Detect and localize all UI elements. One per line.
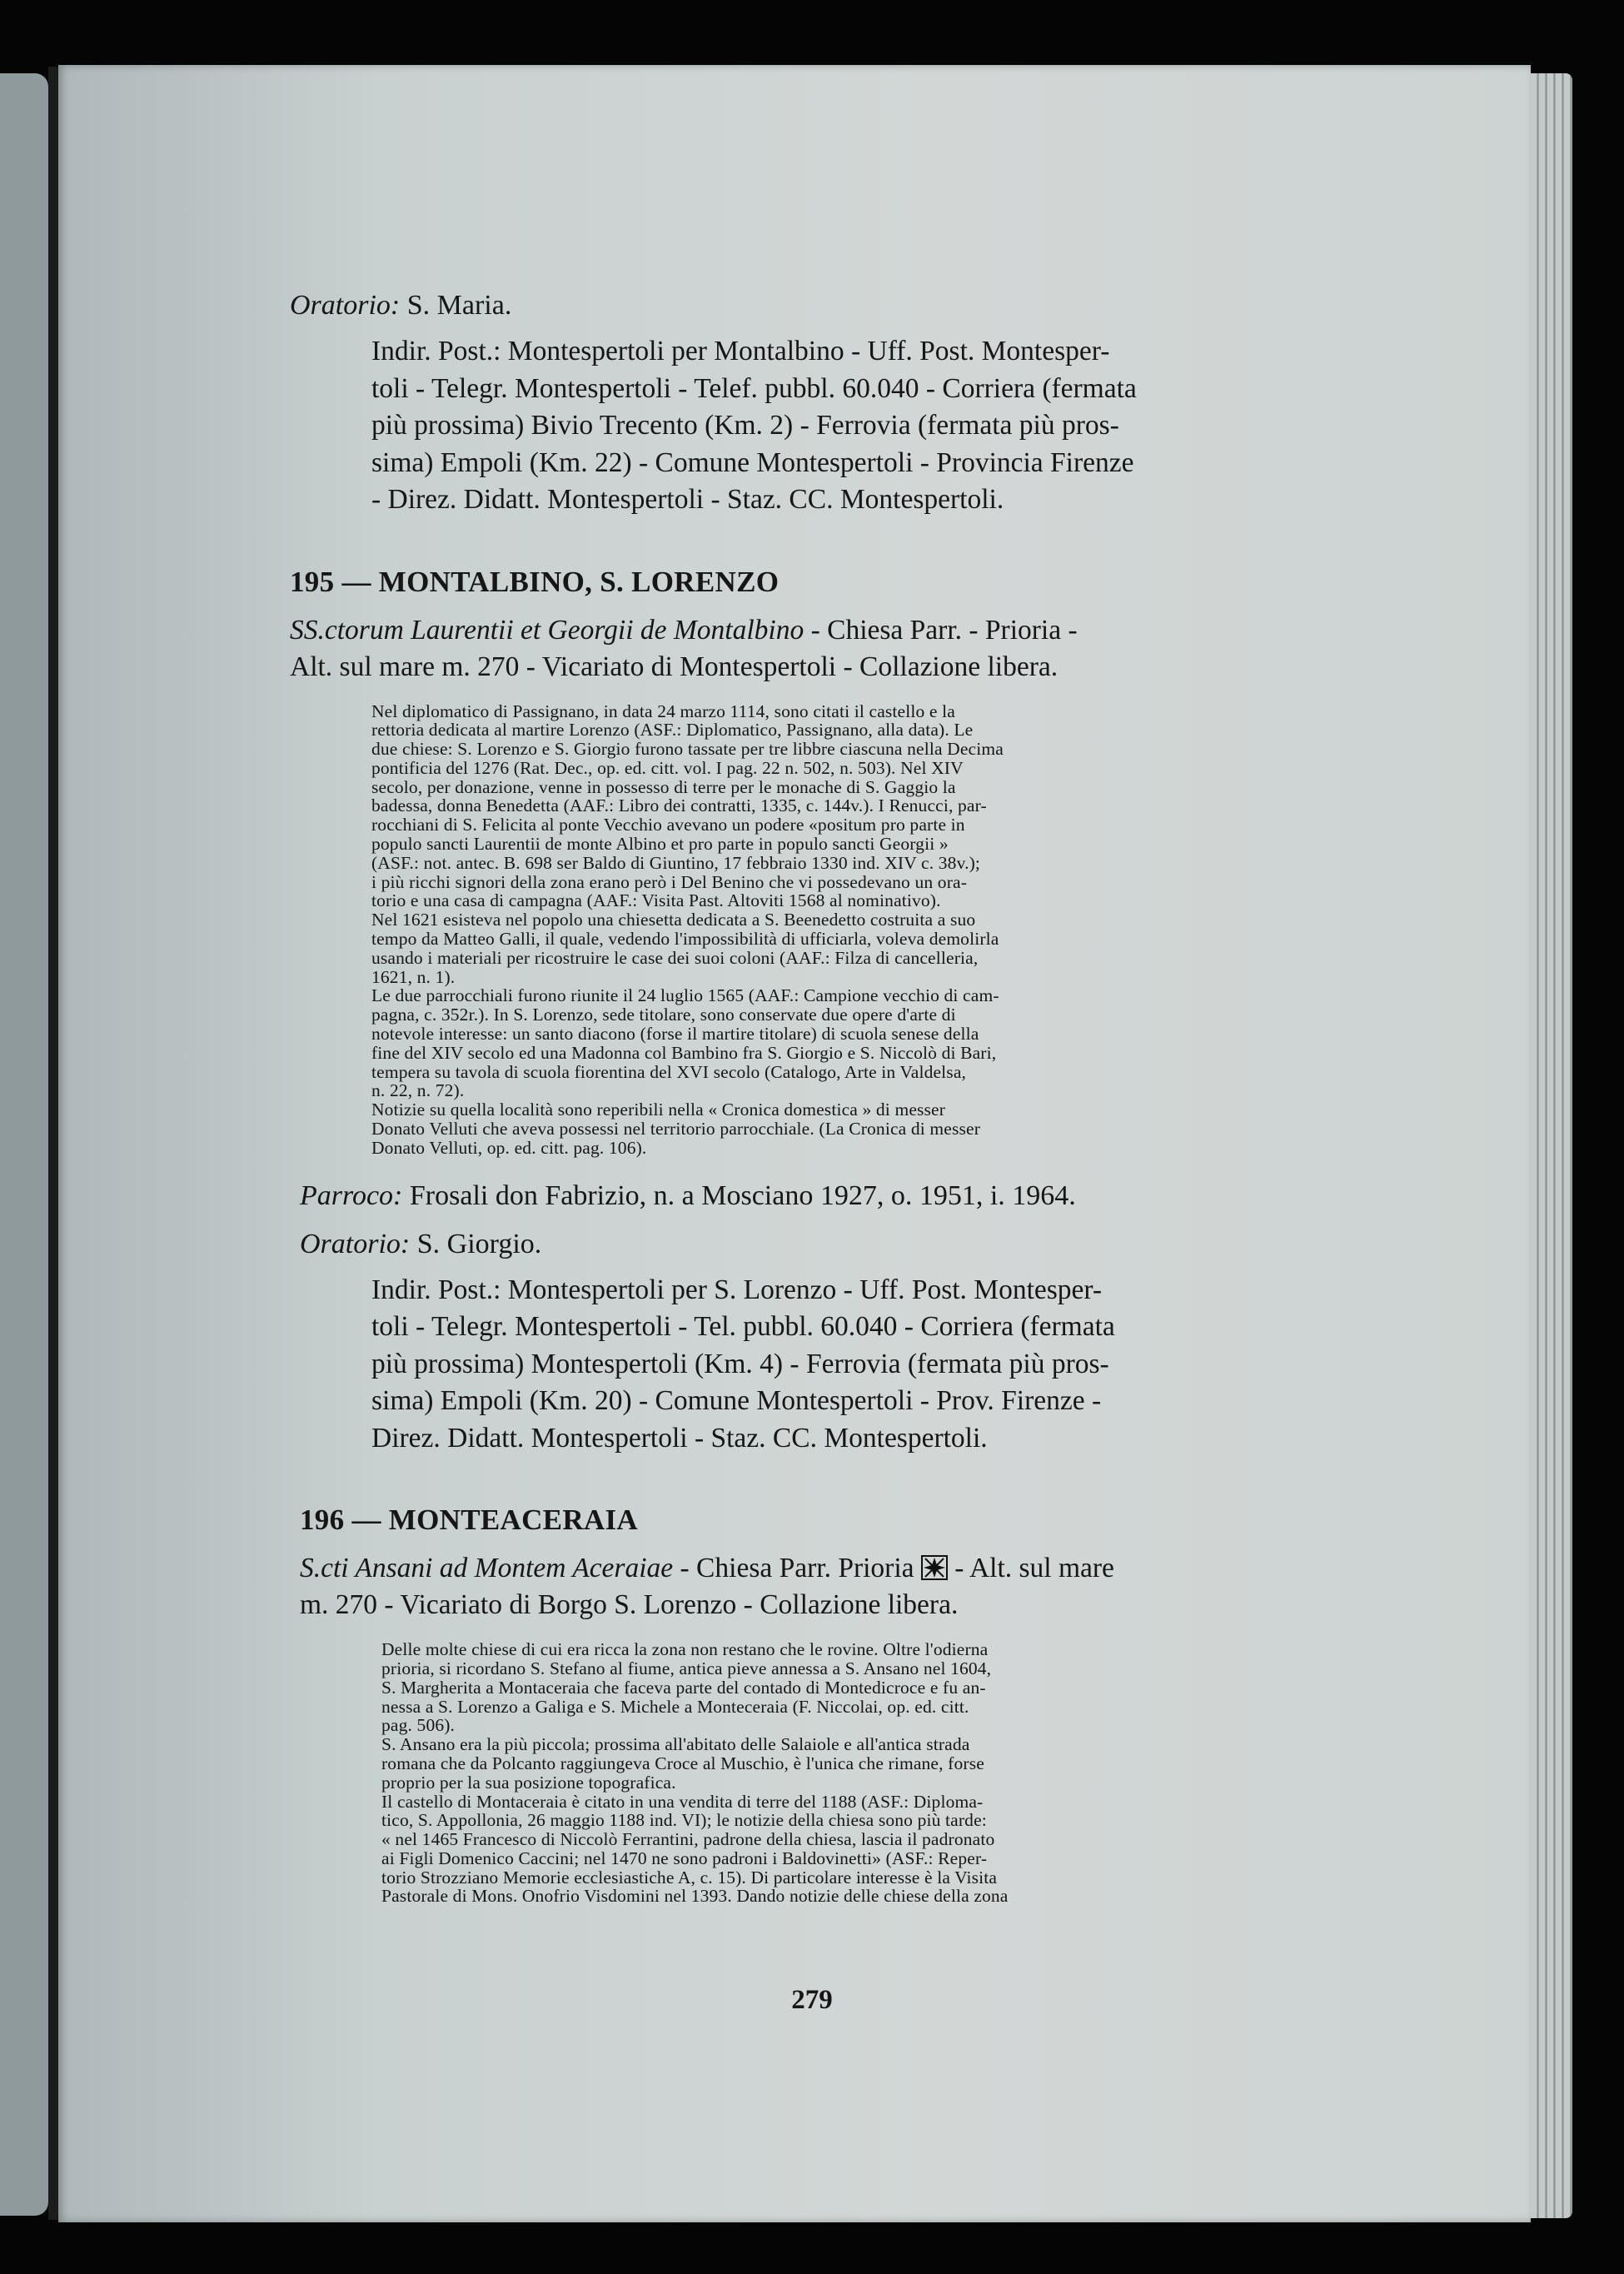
page-content [290,287,1299,1906]
historical-notes-195 [290,702,1299,1158]
church-rest: - Chiesa Parr. Prioria [680,1553,914,1584]
note-line: i più ricchi signori della zona erano però i Del Benino che vi possedevano un ora- [371,871,968,892]
note-line: populo sancti Laurentii de monte Albino et pro parte in populo sancti Georgii » [371,834,949,855]
church-rest: - Alt. sul mare [954,1553,1114,1584]
page-number: 279 [791,1985,833,2015]
note-line: 1621, n. 1). [371,966,456,987]
text-line: Indir. Post.: Montespertoli per Montalbino - Uff. Post. Montesper- [371,336,1110,367]
oratorio-value: S. Giorgio. [416,1228,542,1259]
note-line: Delle molte chiese di cui era ricca la zona non restano che le rovine. Oltre l'odierna [381,1639,989,1660]
note-line: secolo, per donazione, venne in possesso di terre per le monache di S. Gaggio la [371,776,956,797]
church-rest-line: m. 270 - Vicariato di Borgo S. Lorenzo - Collazione libera. [300,1589,959,1621]
oratorio-label: Oratorio: [290,290,401,321]
note-line: notevole interesse: un santo diacono (forse il martire titolare) di scuola senese della [371,1024,979,1045]
parroco-label: Parroco: [300,1179,403,1211]
note-line: prioria, si ricordano S. Stefano al fiume, antica pieve annessa a S. Ansano nel 1604, [381,1658,992,1678]
text-line: - Direz. Didatt. Montespertoli - Staz. CC. Montespertoli. [371,484,1004,515]
note-line: (ASF.: not. antec. B. 698 ser Baldo di Giuntino, 17 febbraio 1330 ind. XIV c. 38v.); [371,852,981,873]
text-line: sima) Empoli (Km. 20) - Comune Montespertoli - Prov. Firenze - [371,1385,1102,1417]
note-line: tempera su tavola di scuola fiorentina del XVI secolo (Catalogo, Arte in Valdelsa, [371,1061,967,1082]
text-line: toli - Telegr. Montespertoli - Tel. pubbl. 60.040 - Corriera (fermata [371,1311,1115,1343]
note-line: badessa, donna Benedetta (AAF.: Libro dei contratti, 1335, c. 144v.). I Renucci, par- [371,795,987,816]
note-line: Nel diplomatico di Passignano, in data 24 marzo 1114, sono citati il castello e la [371,701,955,721]
page-stack-edge [1531,73,1572,2218]
church-latin-name: SS.ctorum Laurentii et Georgii de Montalbino [290,614,805,646]
note-line: Il castello di Montaceraia è citato in una vendita di terre del 1188 (ASF.: Diploma- [381,1791,984,1812]
oratorio-line [290,287,1299,324]
note-line: tico, S. Appollonia, 26 maggio 1188 ind. VI); le notizie della chiesa sono più tarde: [381,1810,987,1831]
note-line: rettoria dedicata al martire Lorenzo (ASF.: Diplomatico, Passignano, alla data). Le [371,720,974,741]
section-title-196: 196 — MONTEACERAIA [300,1504,638,1537]
note-line: proprio per la sua posizione topografica. [381,1772,676,1793]
note-line: pag. 506). [381,1715,456,1736]
facing-page-edge [0,73,48,2216]
note-line: « nel 1465 Francesco di Niccolò Ferrantini, padrone della chiesa, lascia il padronato [381,1829,995,1850]
note-line: Donato Velluti, op. ed. citt. pag. 106). [371,1137,647,1158]
note-line: tempo da Matteo Galli, il quale, vedendo l'impossibilità di ufficiarla, voleva demolirla [371,929,999,950]
note-line: pontificia del 1276 (Rat. Dec., op. ed. citt. vol. I pag. 22 n. 502, n. 503). Nel XIV [371,757,964,778]
parroco-line [300,1178,1299,1214]
note-line: torio Strozziano Memorie ecclesiastiche A, c. 15). Di particolare interesse è la Visita [381,1867,998,1888]
text-line: sima) Empoli (Km. 22) - Comune Montespertoli - Provincia Firenze [371,446,1134,478]
oratorio-value: S. Maria. [406,290,512,321]
text-line: Indir. Post.: Montespertoli per S. Lorenzo - Uff. Post. Montesper- [371,1274,1103,1305]
note-line: Le due parrocchiali furono riunite il 24 luglio 1565 (AAF.: Campione vecchio di cam- [371,985,999,1006]
note-line: Notizie su quella località sono reperibili nella « Cronica domestica » di messer [371,1100,946,1120]
note-line: usando i materiali per ricostruire le case dei suoi coloni (AAF.: Filza di cancelleria, [371,947,979,968]
note-line: nessa a S. Lorenzo a Galiga e S. Michele a Monteceraia (F. Niccolai, op. ed. citt. [381,1696,969,1717]
text-line: più prossima) Montespertoli (Km. 4) - Ferrovia (fermata più pros- [371,1348,1109,1379]
note-line: due chiese: S. Lorenzo e S. Giorgio furono tassate per tre libbre ciascuna nella Decima [371,739,1004,760]
church-description [290,612,1299,686]
cross-patee-icon [921,1555,948,1580]
parroco-value: Frosali don Fabrizio, n. a Mosciano 1927, o. 1951, i. 1964. [409,1179,1076,1211]
note-line: torio e una casa di campagna (AAF.: Visita Past. Altoviti 1568 al nominativo). [371,890,941,911]
note-line: S. Ansano era la più piccola; prossima all'abitato delle Salaiole e all'antica strada [381,1734,970,1755]
church-rest: - Chiesa Parr. - Prioria - [810,614,1078,646]
note-line: S. Margherita a Montaceraia che faceva parte del contado di Montedicroce e fu an- [381,1677,986,1698]
text-line: Direz. Didatt. Montespertoli - Staz. CC. Montespertoli. [371,1422,988,1454]
note-line: pagna, c. 352r.). In S. Lorenzo, sede titolare, sono conservate due opere d'arte di [371,1005,956,1025]
note-line: Nel 1621 esisteva nel popolo una chiesetta dedicata a S. Beenedetto costruita a suo [371,910,976,930]
note-line: Donato Velluti che aveva possessi nel territorio parrocchiale. (La Cronica di messer [371,1119,981,1139]
text-line: toli - Telegr. Montespertoli - Telef. pubbl. 60.040 - Corriera (fermata [371,372,1137,404]
note-line: romana che da Polcanto raggiungeva Croce al Muschio, è l'unica che rimane, forse [381,1753,984,1773]
book-gutter [48,67,58,2220]
note-line: rocchiani di S. Felicita al ponte Vecchio avevano un podere «positum pro parte in [371,815,965,835]
note-line: Pastorale di Mons. Onofrio Visdomini nel 1393. Dando notizie delle chiese della zona [381,1886,1009,1907]
oratorio-label: Oratorio: [300,1228,411,1259]
note-line: fine del XIV secolo ed una Madonna col Bambino fra S. Giorgio e S. Niccolò di Bari, [371,1042,997,1063]
postal-address-block [290,1272,1299,1458]
postal-address-block [290,333,1299,519]
oratorio-line [300,1226,1299,1263]
church-latin-name: S.cti Ansani ad Montem Aceraiae [300,1553,674,1584]
historical-notes-196 [300,1640,1299,1906]
note-line: n. 22, n. 72). [371,1080,465,1101]
church-description [300,1550,1299,1623]
note-line: ai Figli Domenico Caccini; nel 1470 ne sono padroni i Baldovinetti» (ASF.: Reper- [381,1848,988,1868]
text-line: più prossima) Bivio Trecento (Km. 2) - Ferrovia (fermata più pros- [371,410,1119,441]
church-rest-line: Alt. sul mare m. 270 - Vicariato di Montespertoli - Collazione libera. [290,651,1059,682]
section-title-195: 195 — MONTALBINO, S. LORENZO [290,565,780,598]
